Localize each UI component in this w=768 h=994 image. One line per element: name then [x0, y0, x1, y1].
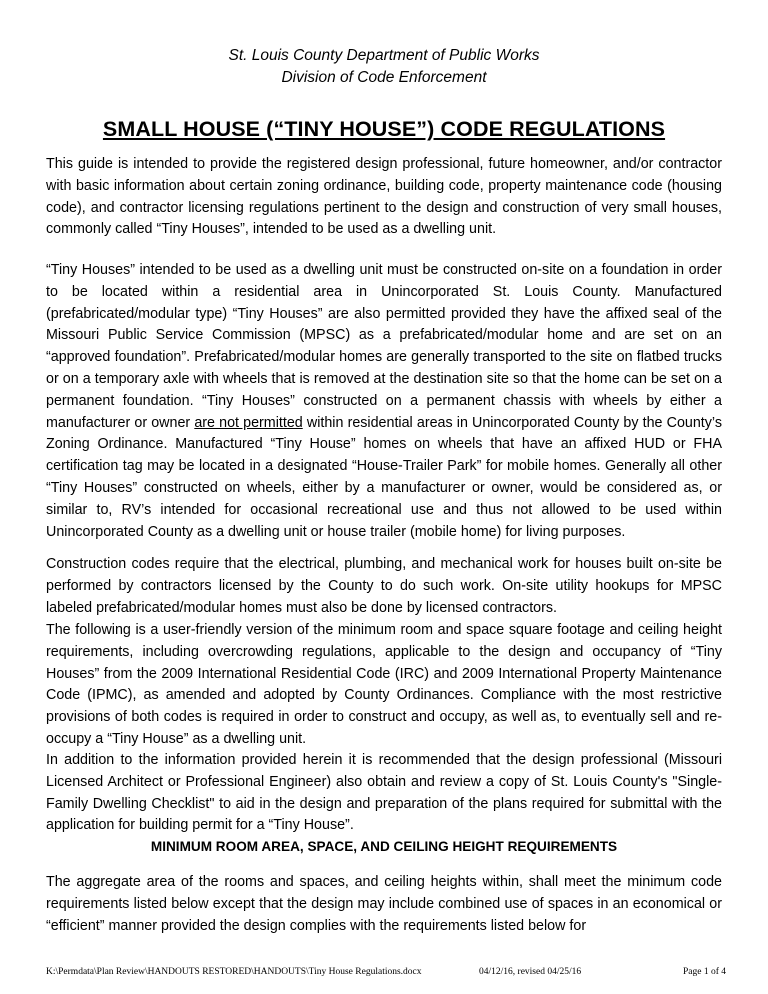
section-heading: MINIMUM ROOM AREA, SPACE, AND CEILING HEIGHT REQUIREMENTS — [150, 839, 618, 854]
document-title: SMALL HOUSE (“TINY HOUSE”) CODE REGULATIONS — [102, 117, 666, 141]
not-permitted-underlined: are not permitted — [194, 414, 303, 431]
construction-paragraph: Construction codes require that the electrical, plumbing, and mechanical work for houses built on-site be performed by contractors licensed by the County to do such work. On-site utility hookups for MPSC labeled prefabricated/modular homes must also be done by licensed contractors. — [46, 556, 722, 616]
intro-paragraph: This guide is intended to provide the registered design professional, future homeowner, and/or contractor with basic information about certain zoning ordinance, building code, property maintenance code (housing code), and contractor licensing regulations pertinent to the design and construction of very small houses, commonly called “Tiny Houses”, intended to be used as a dwelling unit. — [46, 156, 722, 238]
onsite-text-before: “Tiny Houses” intended to be used as a dwelling unit must be constructed on-site on a foundation in order to be located within a residential area in Unincorporated St. Louis County. Manufactured (prefabricated/modular type) “Tiny Houses” are also permitted provided they have the affixed seal of the Missouri Public Service Commission (MPSC) as a prefabricated/modular home and are set on an “approved foundation”. Prefabricated/modular homes are generally transported to the site on flatbed trucks or on a temporary axle with wheels that is removed at the destination site so that the home can be set on a permanent foundation. “Tiny Houses” constructed on a permanent chassis with wheels by either a manufacturer or owner — [46, 262, 722, 431]
division-header: Division of Code Enforcement — [281, 69, 487, 86]
aggregate-paragraph: The aggregate area of the rooms and spaces, and ceiling heights within, shall meet the minimum code requirements listed below except that the design may include combined use of spaces in an economical or “efficient” manner provided the design complies with the requirements listed below for — [46, 874, 722, 934]
onsite-text-after: within residential areas in Unincorporated County by the County’s Zoning Ordinance. Manufactured “Tiny House” homes on wheels that have an affixed HUD or FHA certification tag may be located in a designated “House-Trailer Park” for mobile homes. Generally all other “Tiny Houses” constructed on wheels, either by a manufacturer or owner, would be considered as, or similar to, RV’s intended for occasional recreational use and thus not allowed to be used within Unincorporated County as a dwelling unit or house trailer (mobile home) for living purposes. — [46, 414, 722, 540]
footer-dates: 04/12/16, revised 04/25/16 — [479, 967, 582, 977]
checklist-paragraph: In addition to the information provided herein it is recommended that the design professional (Missouri Licensed Architect or Professional Engineer) also obtain and review a copy of St. Louis County's "Single-Family Dwelling Checklist" to aid in the design and preparation of the plans required for submittal with the application for building permit for a “Tiny House”. — [46, 752, 722, 834]
footer-page-number: Page 1 of 4 — [682, 967, 726, 977]
requirements-paragraph: The following is a user-friendly version of the minimum room and space square footage and ceiling height requirements, including overcrowding regulations, applicable to the design and occupancy of “Tiny Houses” from the 2009 International Residential Code (IRC) and 2009 International Property Maintenance Code (IPMC), as amended and adopted by County Ordinances. Compliance with the most restrictive provisions of both codes is required in order to construct and occupy, as well as, to eventually sell and re-occupy a “Tiny House” as a dwelling unit. — [46, 622, 722, 747]
department-header: St. Louis County Department of Public Works — [228, 47, 540, 64]
footer-file-path: K:\Permdata\Plan Review\HANDOUTS RESTORED\HANDOUTS\Tiny House Regulations.docx — [46, 967, 422, 977]
onsite-paragraph — [46, 260, 722, 543]
page-footer — [46, 964, 726, 980]
